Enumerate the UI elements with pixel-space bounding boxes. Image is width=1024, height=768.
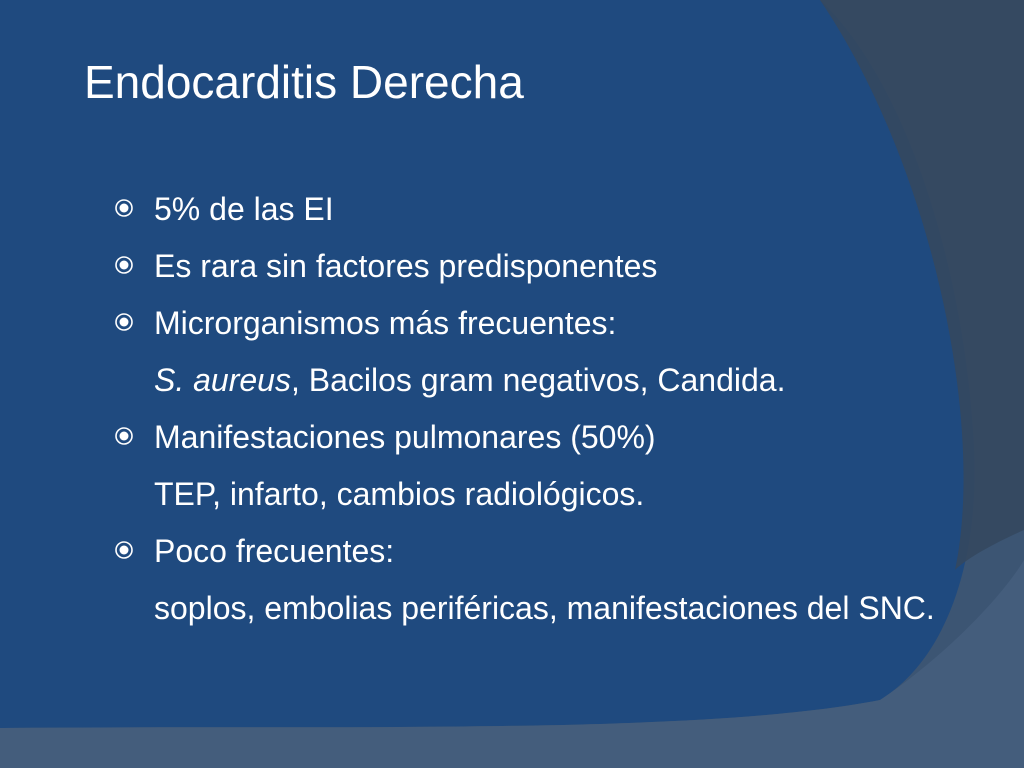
circled-dot-icon xyxy=(113,254,135,276)
sub-text: TEP, infarto, cambios radiológicos. xyxy=(154,476,645,512)
bullet-item xyxy=(0,242,1024,299)
bullet-item xyxy=(0,413,1024,470)
bullet-text: Es rara sin factores predisponentes xyxy=(154,248,658,284)
bullet-text: Manifestaciones pulmonares (50%) xyxy=(154,419,656,455)
circled-dot-icon xyxy=(113,311,135,333)
bullet-item xyxy=(0,185,1024,242)
organism-name: S. aureus xyxy=(154,362,291,398)
bullet-item xyxy=(0,299,1024,356)
sub-item xyxy=(0,356,1024,413)
sub-text: , Bacilos gram negativos, Candida. xyxy=(290,362,786,398)
sub-item xyxy=(0,470,1024,527)
circled-dot-icon xyxy=(113,539,135,561)
sub-text: soplos, embolias periféricas, manifestaciones del SNC. xyxy=(154,590,935,626)
circled-dot-icon xyxy=(113,425,135,447)
slide-title: Endocarditis Derecha xyxy=(84,56,524,108)
bullet-list xyxy=(0,185,1024,627)
circled-dot-icon xyxy=(113,197,135,219)
bullet-item xyxy=(0,527,1024,584)
bullet-text: Microrganismos más frecuentes: xyxy=(154,305,617,341)
bullet-text: Poco frecuentes: xyxy=(154,533,395,569)
bullet-text: 5% de las EI xyxy=(154,191,334,227)
sub-item xyxy=(0,584,1024,627)
